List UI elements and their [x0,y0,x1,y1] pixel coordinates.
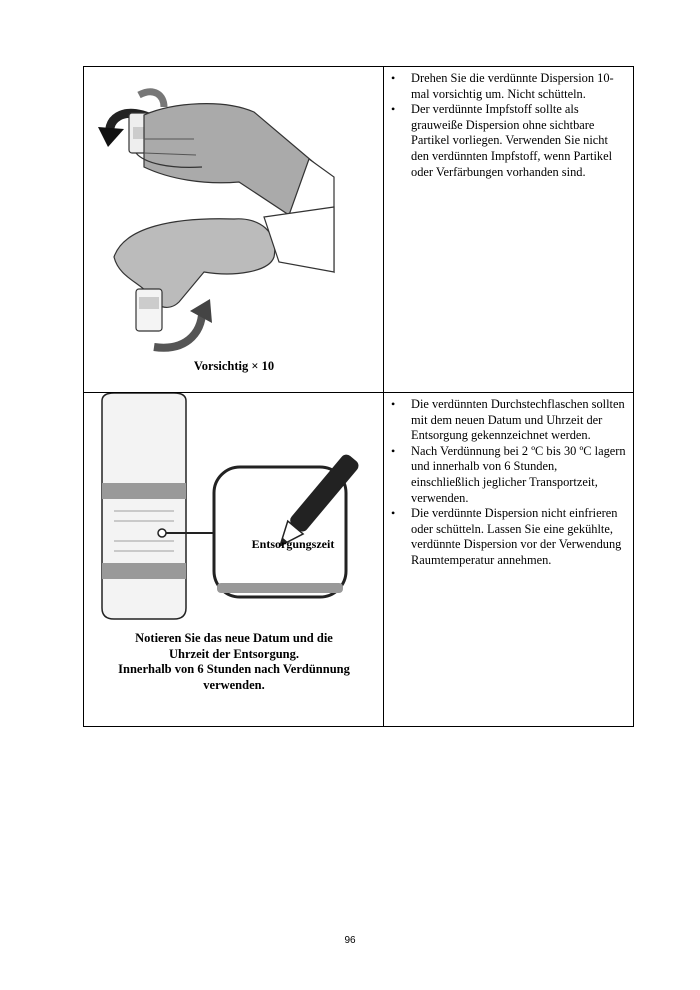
row2-caption [84,631,384,693]
caption-line: verwenden. [203,677,265,692]
row2-text-cell [383,392,634,727]
caption-line: Uhrzeit der Entsorgung. [169,646,299,661]
inverting-vial-illustration [84,67,384,357]
row2-bullet-list [384,393,633,569]
caption-line: Innerhalb von 6 Stunden nach Verdünnung [118,662,350,676]
labeled-vial-illustration [84,393,384,623]
caption-line: Notieren Sie das neue Datum und die [135,631,333,645]
row1-illustration-cell [83,66,384,393]
row1-bullet-list [384,67,633,180]
list-item: • Nach Verdünnung bei 2 ºC bis 30 ºC lagern und innerhalb von 6 Stunden, einschließlich jeglicher Transportzeit, verwenden. [411,444,627,506]
row2-illustration-cell [83,392,384,727]
disposal-time-label: Entsorgungszeit [251,537,335,551]
list-item: • Der verdünnte Impfstoff sollte als grauweiße Dispersion ohne sichtbare Partikel vorliegen. Verwenden Sie nicht den verdünnten Impfstoff, wenn Partikel oder Verfärbungen vorhanden sind. [411,102,627,180]
list-item: • Die verdünnte Dispersion nicht einfrieren oder schütteln. Lassen Sie eine gekühlte, verdünnte Dispersion vor der Verwendung Raumtemperatur annehmen. [411,506,627,568]
list-item: • Drehen Sie die verdünnte Dispersion 10-mal vorsichtig um. Nicht schütteln. [411,71,627,102]
row1-caption: Vorsichtig × 10 [193,359,275,373]
instruction-table [83,66,634,727]
list-item: • Die verdünnten Durchstechflaschen sollten mit dem neuen Datum und Uhrzeit der Entsorgung gekennzeichnet werden. [411,397,627,444]
row1-text-cell [383,66,634,393]
page-number: 96 [344,935,356,946]
